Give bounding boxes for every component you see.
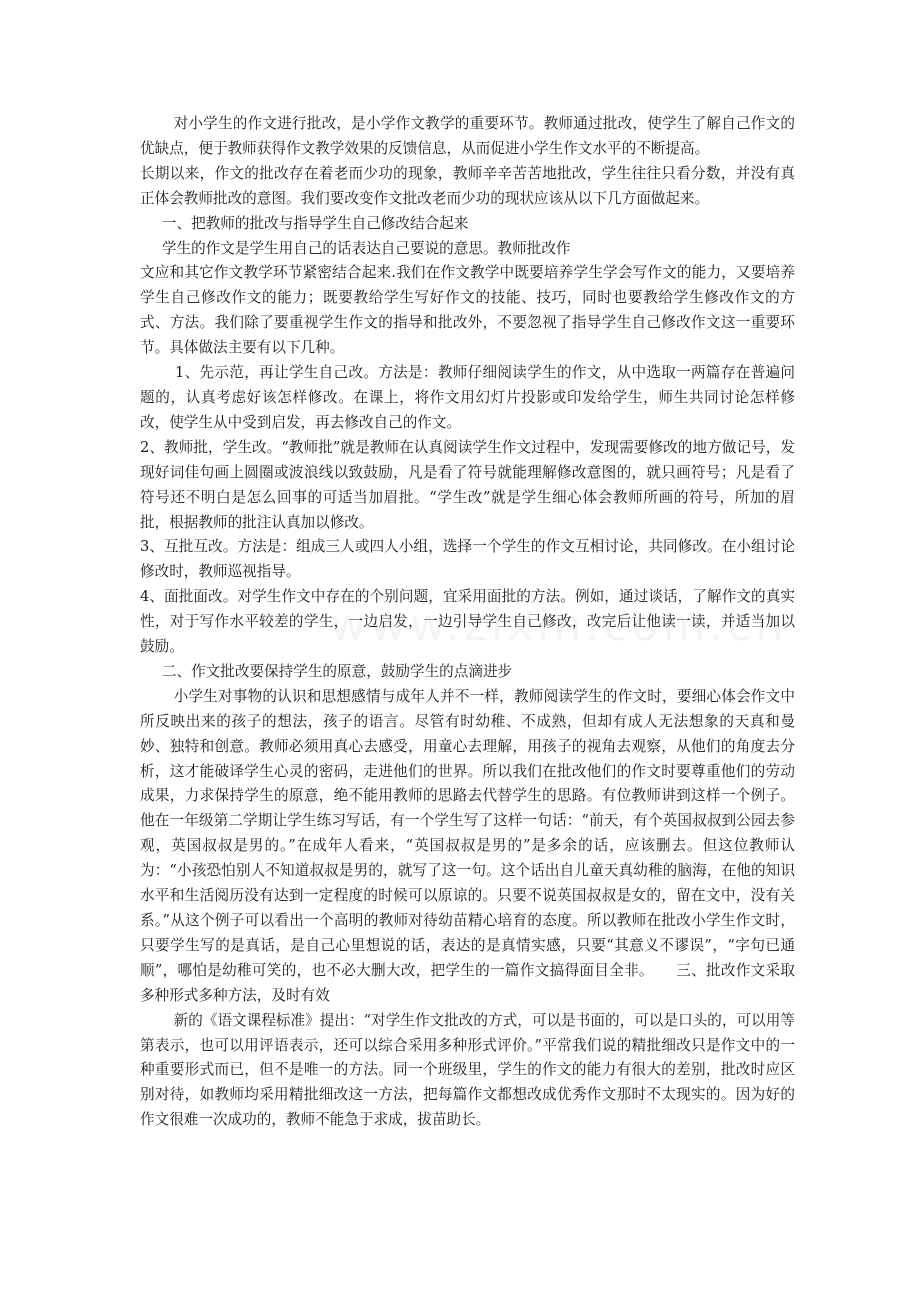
method-3-paragraph: 3、互批互改。方法是：组成三人或四人小组，选择一个学生的作文互相讨论，共同修改。在小组讨论修改时，教师巡视指导。 bbox=[140, 538, 795, 581]
section-heading-1: 一、把教师的批改与指导学生自己修改结合起来 bbox=[161, 214, 469, 232]
background-paragraph: 长期以来，作文的批改存在着老而少功的现象，教师辛辛苦苦地批改，学生往往只看分数，并没有真正体会教师批改的意图。我们要改变作文批改老而少功的现状应该从以下几方面做起来。 bbox=[140, 164, 795, 207]
section-1-paragraph: 文应和其它作文教学环节紧密结合起来.我们在作文教学中既要培养学生学会写作文的能力，又要培养学生自己修改作文的能力；既要教给学生写好作文的技能、技巧，同时也要教给学生修改作文的方式、方法。我们除了要重视学生作文的指导和批改外，不要忽视了指导学生自己修改作文这一重要环节。具体做法主要有以下几种。 bbox=[140, 264, 795, 357]
section-heading-2: 二、作文批改要保持学生的原意，鼓励学生的点滴进步 bbox=[161, 662, 513, 680]
method-4-paragraph: 4、面批面改。对学生作文中存在的个别问题，宜采用面批的方法。例如，通过谈话，了解作文的真实性，对于写作水平较差的学生，一边启发，一边引导学生自己修改，改完后让他读一读，并适当加以鼓励。 bbox=[140, 588, 795, 656]
section-3-paragraph: 新的《语文课程标准》提出：“对学生作文批改的方式，可以是书面的，可以是口头的，可以用等第表示，也可以用评语表示，还可以综合采用多种形式评价。”平常我们说的精批细改只是作文中的一种重要形式而已，但不是唯一的方法。同一个班级里，学生的作文的能力有很大的差别，批改时应区别对待，如教师均采用精批细改这一方法，把每篇作文都想改成优秀作文那时不太现实的。因为好的作文很难一次成功的，教师不能急于求成，拔苗助长。 bbox=[140, 1011, 795, 1129]
section-2-paragraph: 小学生对事物的认识和思想感情与成年人并不一样，教师阅读学生的作文时，要细心体会作文中所反映出来的孩子的想法，孩子的语言。尽管有时幼稚、不成熟，但却有成人无法想象的天真和曼妙、独特和创意。教师必须用真心去感受，用童心去理解，用孩子的视角去观察，从他们的角度去分析，这才能破译学生心灵的密码，走进他们的世界。所以我们在批改他们的作文时要尊重他们的劳动成果，力求保持学生的原意，绝不能用教师的思路去代替学生的思路。有位教师讲到这样一个例子。他在一年级第二学期让学生练习写话，有一个学生写了这样一句话：“前天，有个英国叔叔到公园去参观，英国叔叔是男的。”在成年人看来，“英国叔叔是男的”是多余的话，应该删去。但这位教师认为：“小孩恐怕别人不知道叔叔是男的，就写了这一句。这个话出自儿童天真幼稚的脑海，在他的知识水平和生活阅历没有达到一定程度的时候可以原谅的。只要不说英国叔叔是女的，留在文中，没有关系。”从这个例子可以看出一个高明的教师对待幼苗精心培育的态度。所以教师在批改小学生作文时，只要学生写的是真话，是自己心里想说的话，表达的是真情实感，只要“其意义不谬误”，“字句已通顺”，哪怕是幼稚可笑的，也不必大删大改，把学生的一篇作文搞得面目全非。 三、批改作文采取多种形式多种方法，及时有效 bbox=[140, 687, 795, 1004]
intro-paragraph: 对小学生的作文进行批改，是小学作文教学的重要环节。教师通过批改，使学生了解自己作文的优缺点，便于教师获得作文教学效果的反馈信息，从而促进小学生作文水平的不断提高。 bbox=[140, 115, 795, 157]
section-1-lead: 学生的作文是学生用自己的话表达自己要说的意思。教师批改作 bbox=[161, 239, 571, 257]
method-2-paragraph: 2、教师批，学生改。“教师批”就是教师在认真阅读学生作文过程中，发现需要修改的地方做记号，发现好词佳句画上圆圈或波浪线以致鼓励，凡是看了符号就能理解修改意图的，就只画符号；凡是看了符号还不明白是怎么回事的可适当加眉批。“学生改”就是学生细心体会教师所画的符号，所加的眉批，根据教师的批注认真加以修改。 bbox=[140, 438, 795, 531]
method-1-paragraph: 1、先示范，再让学生自己改。方法是：教师仔细阅读学生的作文，从中选取一两篇存在普遍问题的，认真考虑好该怎样修改。在课上，将作文用幻灯片投影或印发给学生，师生共同讨论怎样修改，使学生从中受到启发，再去修改自己的作文。 bbox=[140, 364, 795, 431]
document-body bbox=[140, 112, 795, 1133]
